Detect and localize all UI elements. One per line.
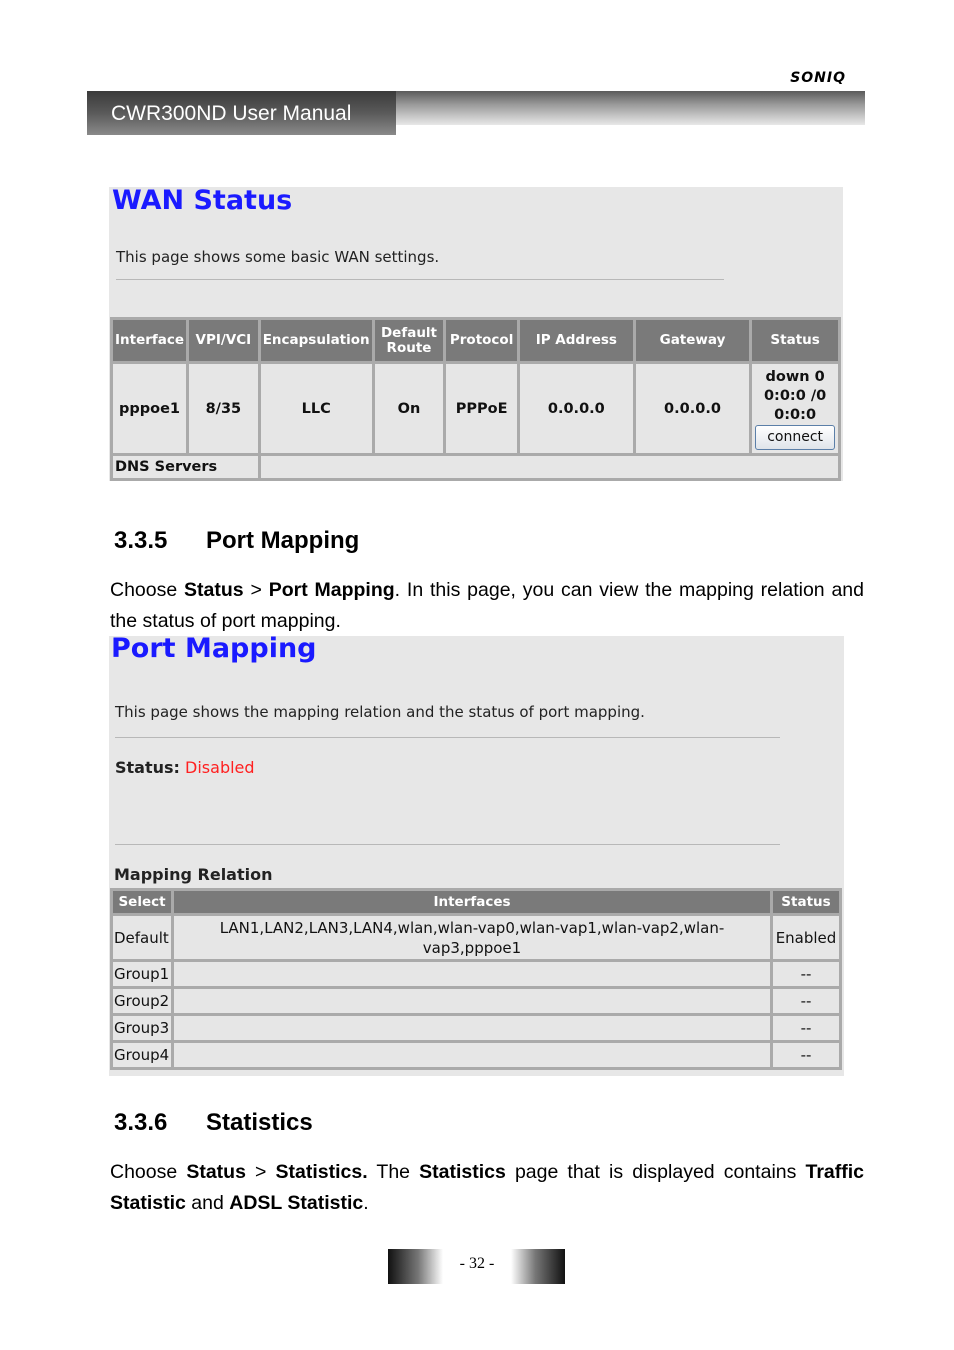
cell-mapping-status: -- bbox=[773, 989, 839, 1013]
col-select: Select bbox=[113, 891, 171, 913]
brand-logo: SONIQ bbox=[790, 70, 846, 86]
menu-statistics: Statistics. bbox=[275, 1161, 368, 1183]
status-label: Status: bbox=[115, 758, 180, 777]
col-mapping-status: Status bbox=[773, 891, 839, 913]
col-default-route: Default Route bbox=[375, 320, 444, 361]
cell-interface: pppoe1 bbox=[113, 364, 186, 453]
table-row[interactable] bbox=[113, 1043, 839, 1067]
col-status: Status bbox=[752, 320, 838, 361]
section-336-paragraph bbox=[110, 1157, 864, 1219]
wan-status-description: This page shows some basic WAN settings. bbox=[116, 248, 440, 266]
text: . In this page, you can view the mapping relation and the status of port mapping. bbox=[110, 579, 864, 632]
col-protocol: Protocol bbox=[446, 320, 517, 361]
col-gateway: Gateway bbox=[636, 320, 749, 361]
cell-gateway: 0.0.0.0 bbox=[636, 364, 749, 453]
wan-divider bbox=[116, 279, 724, 280]
cell-interfaces bbox=[174, 1043, 770, 1067]
port-mapping-title: Port Mapping bbox=[111, 633, 317, 664]
table-row[interactable] bbox=[113, 989, 839, 1013]
wan-table bbox=[110, 317, 841, 481]
cell-encapsulation: LLC bbox=[261, 364, 372, 453]
section-335-title: Port Mapping bbox=[206, 527, 360, 554]
port-mapping-status bbox=[115, 758, 255, 777]
term-traffic-statistic: Traffic Statistic bbox=[110, 1161, 865, 1214]
cell-status bbox=[752, 364, 838, 453]
section-335-number: 3.3.5 bbox=[114, 527, 168, 554]
table-row bbox=[113, 364, 838, 453]
cell-select: Group4 bbox=[113, 1043, 171, 1067]
cell-mapping-status: -- bbox=[773, 1043, 839, 1067]
menu-status: Status bbox=[184, 579, 244, 601]
cell-interfaces bbox=[174, 989, 770, 1013]
cell-select: Group2 bbox=[113, 989, 171, 1013]
cell-mapping-status: Enabled bbox=[773, 916, 839, 959]
mapping-table bbox=[110, 888, 842, 1070]
cell-default-route: On bbox=[375, 364, 444, 453]
text: and bbox=[185, 1192, 230, 1214]
cell-mapping-status: -- bbox=[773, 1016, 839, 1040]
col-vpi-vci: VPI/VCI bbox=[189, 320, 258, 361]
table-row[interactable] bbox=[113, 1016, 839, 1040]
text: Choose bbox=[110, 1161, 187, 1183]
col-ip-address: IP Address bbox=[520, 320, 633, 361]
col-interfaces: Interfaces bbox=[174, 891, 770, 913]
col-encapsulation: Encapsulation bbox=[261, 320, 372, 361]
col-interface: Interface bbox=[113, 320, 186, 361]
cell-interfaces: LAN1,LAN2,LAN3,LAN4,wlan,wlan-vap0,wlan-vap1,wlan-vap2,wlan-vap3,pppoe1 bbox=[174, 916, 770, 959]
cell-interfaces bbox=[174, 962, 770, 986]
port-mapping-screenshot bbox=[109, 633, 844, 1076]
status-line-2: 0:0:0 /0 bbox=[763, 387, 827, 404]
section-336-title: Statistics bbox=[206, 1109, 313, 1136]
text: The bbox=[367, 1161, 420, 1183]
manual-title: CWR300ND User Manual bbox=[111, 102, 352, 125]
text: > bbox=[245, 1161, 276, 1183]
wan-status-screenshot bbox=[109, 187, 843, 481]
cell-select: Group3 bbox=[113, 1016, 171, 1040]
term-statistics: Statistics bbox=[419, 1161, 506, 1183]
cell-select: Group1 bbox=[113, 962, 171, 986]
cell-select: Default bbox=[113, 916, 171, 959]
status-line-1: down 0 bbox=[765, 368, 825, 385]
port-mapping-divider-1 bbox=[115, 737, 780, 738]
page-number: - 32 - bbox=[459, 1255, 495, 1272]
table-row[interactable] bbox=[113, 962, 839, 986]
dns-servers-value bbox=[261, 456, 838, 478]
table-row[interactable] bbox=[113, 916, 839, 959]
text: page that is displayed contains bbox=[505, 1161, 806, 1183]
cell-protocol: PPPoE bbox=[446, 364, 517, 453]
wan-status-title: WAN Status bbox=[112, 185, 293, 216]
text: . bbox=[363, 1192, 369, 1214]
cell-vpi-vci: 8/35 bbox=[189, 364, 258, 453]
cell-ip-address: 0.0.0.0 bbox=[520, 364, 633, 453]
status-line-3: 0:0:0 bbox=[774, 406, 817, 423]
status-value: Disabled bbox=[185, 758, 255, 777]
text: Choose bbox=[110, 579, 185, 601]
section-336-number: 3.3.6 bbox=[114, 1109, 168, 1136]
port-mapping-description: This page shows the mapping relation and the status of port mapping. bbox=[115, 703, 645, 721]
text: > bbox=[243, 579, 269, 601]
cell-interfaces bbox=[174, 1016, 770, 1040]
port-mapping-divider-2 bbox=[115, 844, 780, 845]
footer-gradient-left bbox=[388, 1249, 443, 1284]
footer-gradient-right bbox=[511, 1249, 565, 1284]
section-335-paragraph bbox=[110, 575, 864, 637]
mapping-relation-title: Mapping Relation bbox=[114, 865, 273, 884]
dns-servers-label: DNS Servers bbox=[113, 456, 258, 478]
cell-mapping-status: -- bbox=[773, 962, 839, 986]
menu-port-mapping: Port Mapping bbox=[268, 579, 395, 601]
menu-status: Status bbox=[186, 1161, 246, 1183]
term-adsl-statistic: ADSL Statistic bbox=[229, 1192, 364, 1214]
connect-button[interactable]: connect bbox=[755, 425, 835, 450]
